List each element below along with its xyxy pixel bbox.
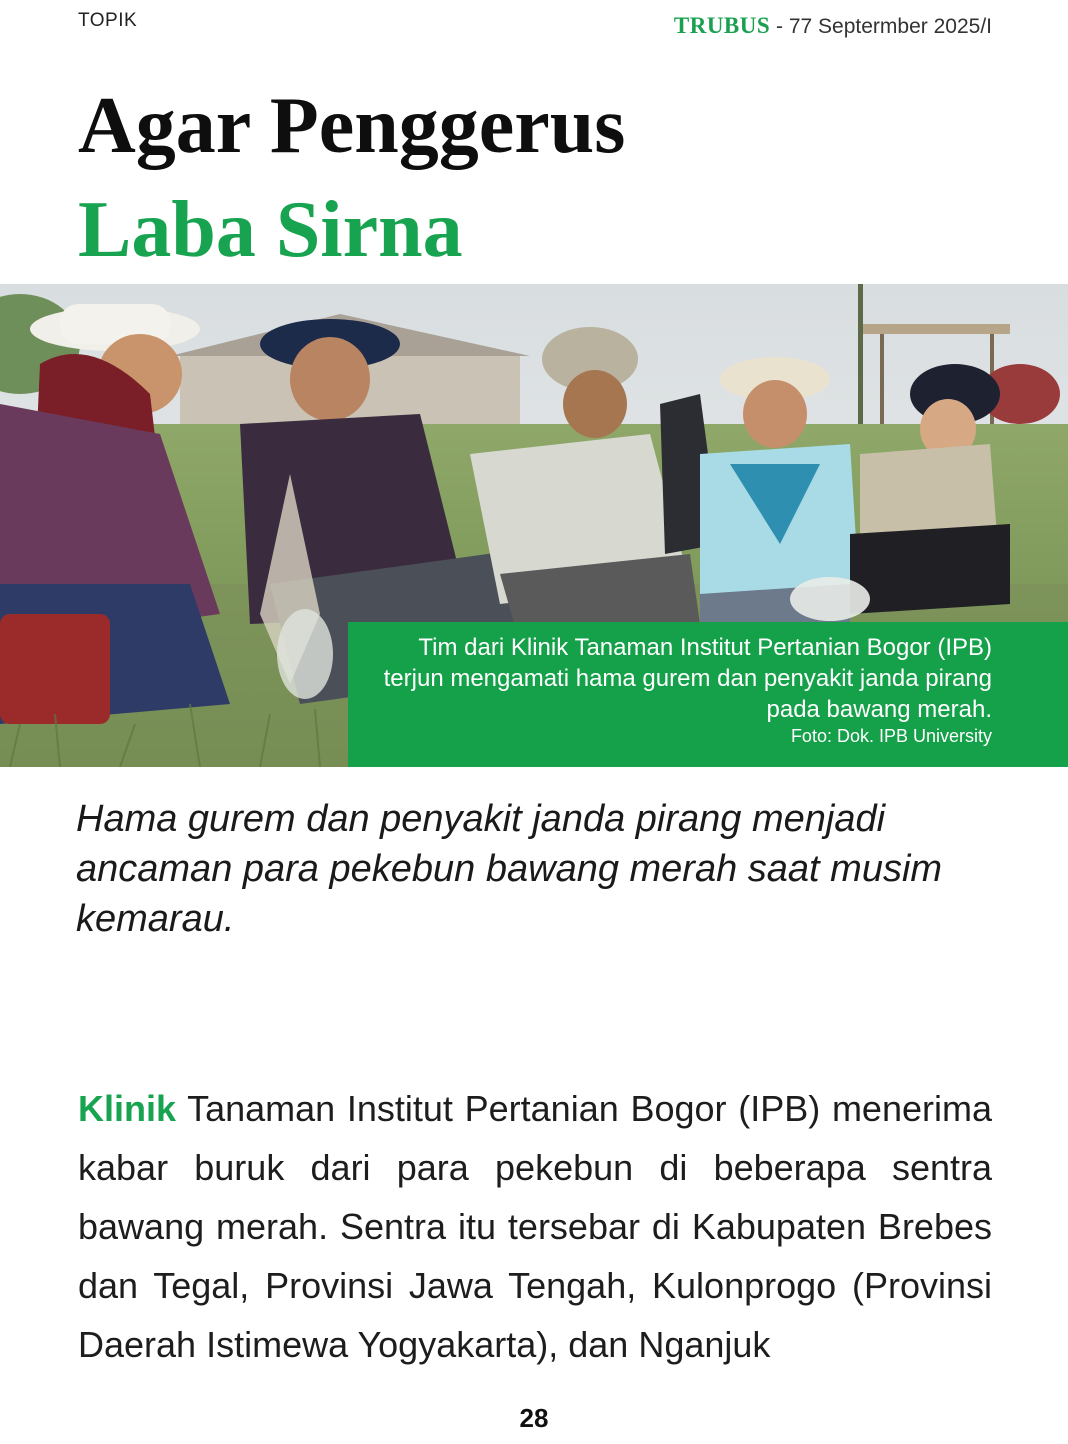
- masthead: [674, 13, 992, 39]
- brand-logo: TRUBUS: [673, 13, 771, 38]
- title-line-1: Agar Penggerus: [78, 82, 626, 170]
- title-line-2: Laba Sirna: [78, 186, 463, 274]
- article-title: [78, 74, 625, 282]
- caption-text: Tim dari Klinik Tanaman Institut Pertanian Bogor (IPB) terjun mengamati hama gurem dan penyakit janda pirang pada bawang merah.: [383, 634, 992, 723]
- article-photo: [0, 284, 1068, 767]
- article-body: [78, 1079, 992, 1374]
- photo-caption: [348, 622, 1068, 767]
- photo-credit: Foto: Dok. IPB University: [790, 726, 992, 746]
- issue-info: - 77 Septermber 2025/I: [776, 15, 992, 38]
- section-label: TOPIK: [78, 10, 138, 31]
- lead-word: Klinik: [78, 1088, 177, 1129]
- page-number: 28: [519, 1403, 549, 1433]
- body-paragraph: Tanaman Institut Pertanian Bogor (IPB) menerima kabar buruk dari para pekebun di beberapa sentra bawang merah. Sentra itu tersebar di Kabupaten Brebes dan Tegal, Provinsi Jawa Tengah, Kulonprogo (Provinsi Daerah Istimewa Yogyakarta), dan Nganjuk: [78, 1088, 992, 1365]
- article-lede: Hama gurem dan penyakit janda pirang menjadi ancaman para pekebun bawang merah saat musim kemarau.: [76, 798, 943, 940]
